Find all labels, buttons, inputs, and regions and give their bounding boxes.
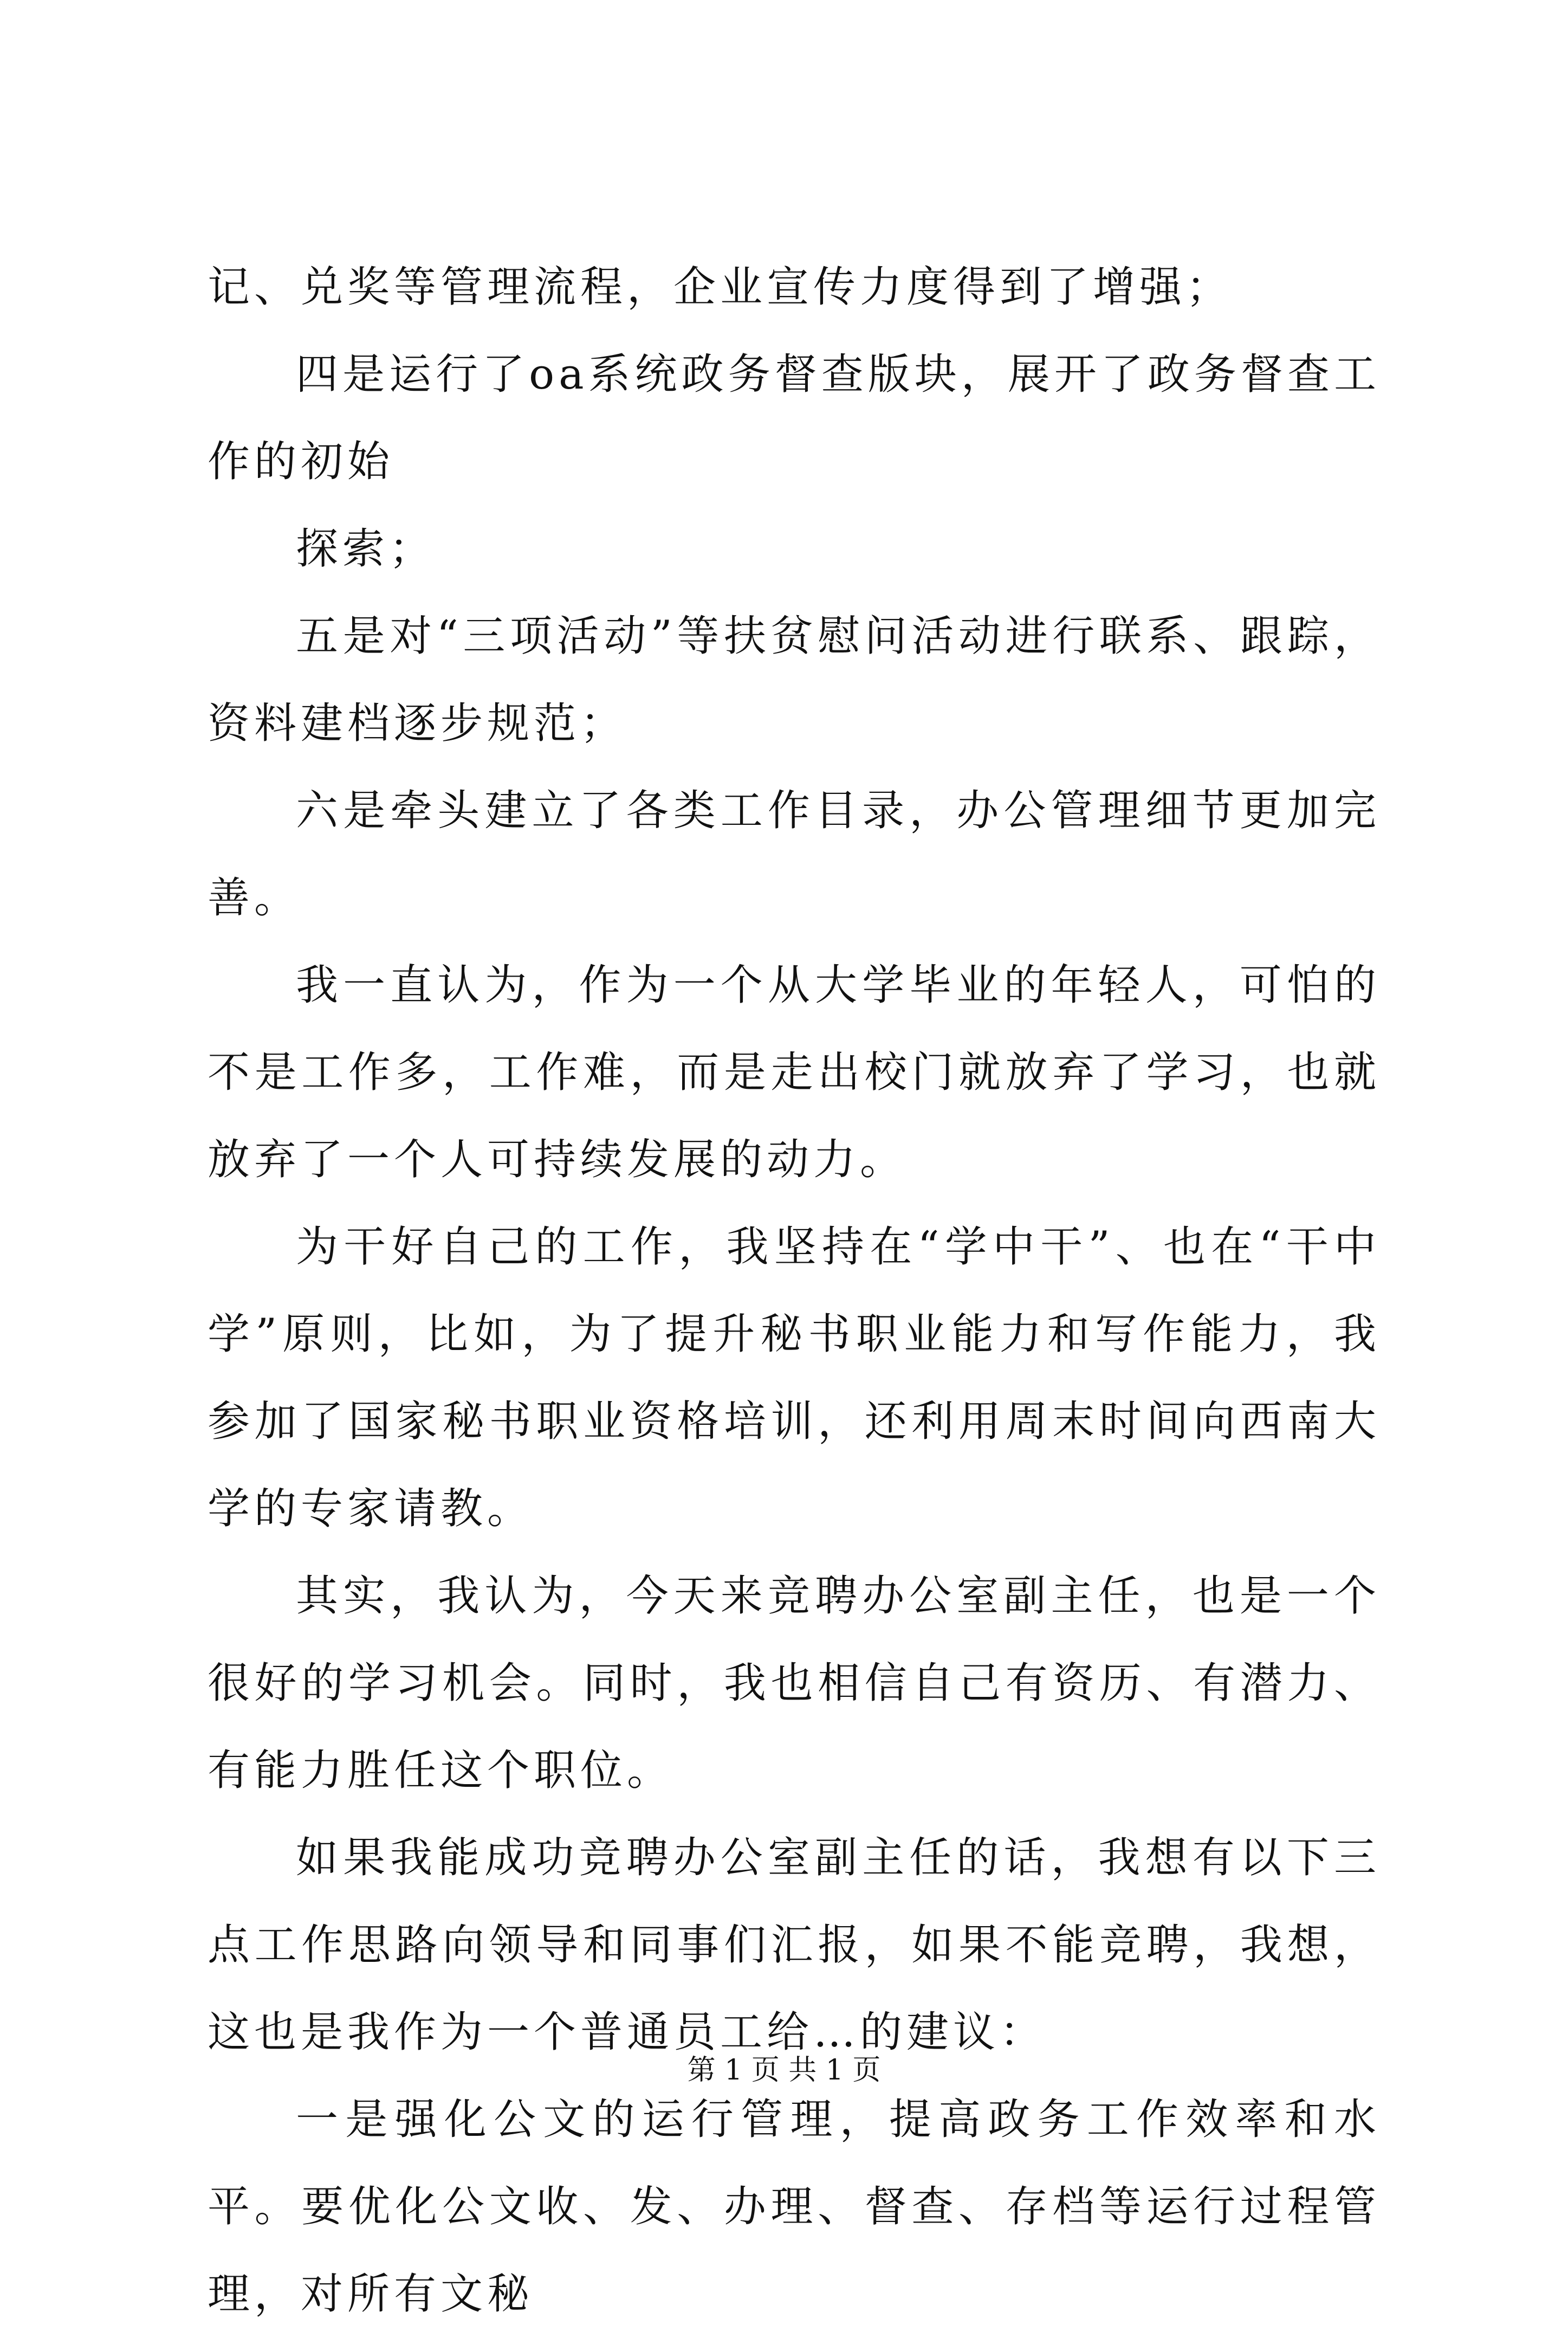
paragraph-5: 六是牵头建立了各类工作目录，办公管理细节更加完善。: [208, 786, 1381, 922]
paragraph-4: 五是对“三项活动”等扶贫慰问活动进行联系、跟踪，资料建档逐步规范；: [208, 612, 1381, 748]
paragraph-3: 探索；: [296, 525, 436, 573]
paragraph-9: 如果我能成功竞聘办公室副主任的话，我想有以下三点工作思路向领导和同事们汇报，如果不能竞聘，我想，这也是我作为一个普通员工给…的建议：: [208, 1833, 1381, 2057]
paragraph-10: 一是强化公文的运行管理，提高政务工作效率和水平。要优化公文收、发、办理、督查、存档等运行过程管理，对所有文秘: [208, 2095, 1381, 2318]
paragraph-6: 我一直认为，作为一个从大学毕业的年轻人，可怕的不是工作多，工作难，而是走出校门就放弃了学习，也就放弃了一个人可持续发展的动力。: [208, 961, 1381, 1184]
page-number-label: 第 1 页 共 1 页: [687, 2054, 881, 2087]
paragraph-8: 其实，我认为，今天来竞聘办公室副主任，也是一个很好的学习机会。同时，我也相信自己有资历、有潜力、有能力胜任这个职位。: [208, 1572, 1381, 1795]
paragraph-1: 记、兑奖等管理流程，企业宣传力度得到了增强；: [208, 263, 1233, 312]
paragraph-7: 为干好自己的工作，我坚持在“学中干”、也在“干中学”原则，比如，为了提升秘书职业能力和写作能力，我参加了国家秘书职业资格培训，还利用周末时间向西南大学的专家请教。: [208, 1223, 1381, 1533]
page-footer: [0, 2049, 1568, 2092]
document-body: [208, 244, 1381, 2338]
paragraph-2: 四是运行了oa系统政务督查版块，展开了政务督查工作的初始: [208, 350, 1381, 486]
